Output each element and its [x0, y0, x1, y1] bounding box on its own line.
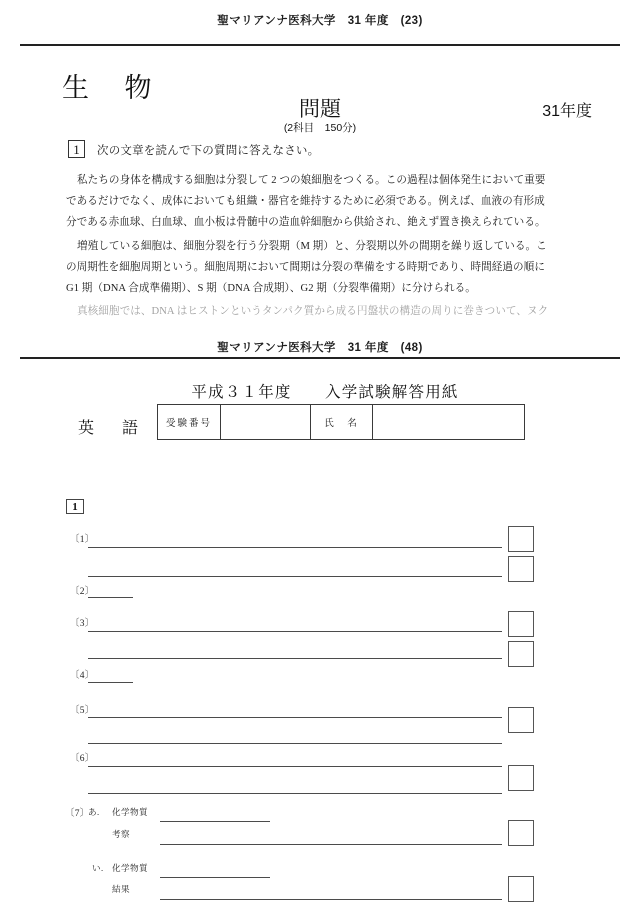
- answer-sublabel-b-item2: 結果: [112, 884, 130, 894]
- score-box[interactable]: [508, 820, 534, 846]
- name-label: 氏 名: [311, 405, 373, 439]
- score-box[interactable]: [508, 641, 534, 667]
- body-paragraph-line-clipped: 真核細胞では、DNA はヒストンというタンパク質から成る円盤状の構造の周りに巻きついて、ヌク: [77, 306, 549, 317]
- answer-sheet-title: 平成３１年度 入学試験解答用紙: [191, 384, 459, 401]
- score-box[interactable]: [508, 526, 534, 552]
- body-paragraph-line: G1 期（DNA 合成準備期）、S 期（DNA 合成期）、G2 期（分裂準備期）に分けられる。: [66, 283, 476, 294]
- answer-sublabel-a: あ.: [88, 807, 100, 817]
- answer-label-1: 〔1〕: [70, 535, 95, 545]
- answer-sublabel-b-item1: 化学物質: [112, 863, 148, 873]
- answer-line[interactable]: [160, 844, 502, 845]
- body-paragraph-line: 増殖している細胞は、細胞分裂を行う分裂期（M 期）と、分裂期以外の間期を繰り返している。こ: [77, 241, 547, 252]
- subject-title: 生 物: [62, 73, 166, 103]
- answer-line[interactable]: [88, 793, 502, 794]
- name-field[interactable]: [373, 405, 524, 439]
- answer-sublabel-a-item2: 考察: [112, 829, 130, 839]
- answer-page: [0, 325, 640, 906]
- answer-label-7: 〔7〕: [65, 809, 90, 819]
- score-box[interactable]: [508, 556, 534, 582]
- answer-line[interactable]: [160, 899, 502, 900]
- answer-line[interactable]: [88, 717, 502, 718]
- exam-number-label: 受験番号: [158, 405, 221, 439]
- body-paragraph-line: 分である赤血球、白血球、血小板は骨髄中の造血幹細胞から供給され、絶えず置き換えられている。: [66, 217, 546, 228]
- score-box[interactable]: [508, 765, 534, 791]
- answer-section-number-box: 1: [66, 499, 84, 514]
- answer-label-6: 〔6〕: [70, 754, 95, 764]
- answer-line[interactable]: [88, 766, 502, 767]
- answer-line[interactable]: [88, 576, 502, 577]
- paper-year: 31年度: [542, 103, 592, 120]
- answer-line[interactable]: [88, 547, 502, 548]
- answer-line-short[interactable]: [160, 877, 270, 878]
- examinee-info-table: [157, 404, 525, 440]
- score-box[interactable]: [508, 611, 534, 637]
- answer-line-short[interactable]: [88, 597, 133, 598]
- answer-sublabel-b: い.: [92, 863, 104, 873]
- answer-line[interactable]: [88, 743, 502, 744]
- header-divider-rule: [20, 44, 620, 46]
- body-paragraph-line: の周期性を細胞周期という。細胞周期において間期は分裂の準備をする時期であり、時間経過の順に: [66, 262, 545, 273]
- paper-kind-title: 問題: [299, 98, 341, 121]
- answer-page-header: 聖マリアンナ医科大学 31 年度 (48): [217, 342, 423, 354]
- body-paragraph-line: であるだけでなく、成体においても組織・器官を維持するために必須である。例えば、血液の有形成: [66, 196, 545, 207]
- answer-subject-label: 英 語: [78, 420, 151, 437]
- answer-line-short[interactable]: [88, 682, 133, 683]
- score-box[interactable]: [508, 876, 534, 902]
- answer-label-3: 〔3〕: [70, 619, 95, 629]
- answer-line[interactable]: [88, 631, 502, 632]
- problem-number-box: 1: [68, 140, 85, 158]
- answer-sublabel-a-item1: 化学物質: [112, 807, 148, 817]
- exam-number-field[interactable]: [221, 405, 311, 439]
- problem-page: [0, 0, 640, 330]
- answer-line[interactable]: [88, 658, 502, 659]
- answer-label-4: 〔4〕: [70, 671, 95, 681]
- problem-page-header: 聖マリアンナ医科大学 31 年度 (23): [217, 15, 423, 27]
- answer-label-5: 〔5〕: [70, 706, 95, 716]
- paper-subtitle: (2科目 150分): [283, 122, 357, 134]
- problem-instruction: 次の文章を読んで下の質問に答えなさい。: [97, 145, 320, 157]
- body-paragraph-line: 私たちの身体を構成する細胞は分裂して 2 つの娘細胞をつくる。この過程は個体発生において重要: [77, 175, 546, 186]
- answer-line-short[interactable]: [160, 821, 270, 822]
- answer-header-divider-rule: [20, 357, 620, 359]
- answer-label-2: 〔2〕: [70, 587, 95, 597]
- score-box[interactable]: [508, 707, 534, 733]
